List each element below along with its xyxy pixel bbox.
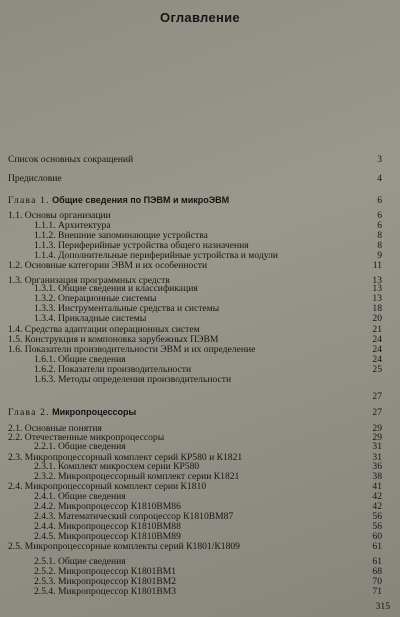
toc-entry-page: 29 [372, 432, 382, 443]
toc-entry-page: 56 [372, 521, 382, 532]
toc-entry-label: 2.4. Микропроцессорный комплект серии К1810 [8, 481, 207, 492]
toc-entry-page: 71 [372, 586, 382, 597]
toc-entry-label: 1.6. Показатели производительности ЭВМ и их определение [8, 344, 256, 355]
toc-entry-page: 6 [377, 195, 382, 206]
toc-entry-label: 2.2. Отечественные микропроцессоры [8, 432, 165, 443]
toc-entry-label: 1.3.3. Инструментальные средства и системы [34, 303, 220, 314]
toc-entry-page: 24 [372, 334, 382, 345]
toc-entry [0, 391, 392, 402]
page-title: Оглавление [160, 10, 240, 25]
toc-entry-label: 1.6.2. Показатели производительности [34, 364, 192, 375]
toc-entry-page: 24 [372, 354, 382, 365]
toc-entry-page: 27 [372, 391, 382, 402]
toc-entry-page: 31 [372, 452, 382, 463]
toc-entry-label: 1.6.3. Методы определения производительности [34, 374, 232, 385]
toc-entry-page: 21 [372, 324, 382, 335]
toc-entry-label: 2.1. Основные понятия [8, 423, 102, 434]
toc-entry-page: 31 [372, 441, 382, 452]
toc-entry-label: 1.6.1. Общие сведения [34, 354, 126, 365]
toc-entry-label: 1.1.1. Архитектура [34, 220, 111, 231]
chapter-entry [0, 407, 392, 418]
page-number: 315 [375, 601, 390, 612]
toc-entry-label [8, 407, 136, 418]
toc-entry-page: 29 [372, 423, 382, 434]
toc-entry-label: 2.2.1. Общие сведения [34, 441, 126, 452]
toc-entry-page: 13 [372, 275, 382, 286]
toc-entry-page: 27 [372, 407, 382, 418]
toc-entry-page: 6 [377, 210, 382, 221]
toc-entry-label: 2.4.4. Микропроцессор К1810ВМ88 [34, 521, 181, 532]
toc-entry-label: 2.5.2. Микропроцессор К1801ВМ1 [34, 566, 177, 577]
toc-entry-label: Предисловие [8, 173, 62, 184]
toc-entry-page: 18 [372, 303, 382, 314]
toc-entry-label: 2.5.3. Микропроцессор К1801ВМ2 [34, 576, 177, 587]
toc-entry-label: 1.3.2. Операционные системы [34, 293, 157, 304]
toc-entry-page: 20 [372, 313, 382, 324]
toc-entry-label: 1.1.3. Периферийные устройства общего назначения [34, 240, 249, 251]
chapter-title: Общие сведения по ПЭВМ и микроЭВМ [52, 195, 230, 205]
toc-entry-page: 36 [372, 461, 382, 472]
toc-entry-label: 2.3. Микропроцессорный комплект серий КР580 и К1821 [8, 452, 243, 463]
toc-entry-label: 2.5.1. Общие сведения [34, 556, 126, 567]
chapter-title: Микропроцессоры [52, 407, 137, 417]
toc-entry-label: 1.1.2. Внешние запоминающие устройства [34, 230, 208, 241]
toc-entry-label: 1.1.4. Дополнительные периферийные устройства и модули [34, 250, 279, 261]
toc-entry [0, 154, 392, 165]
toc-entry-label: 1.5. Конструкция и компоновка зарубежных ПЭВМ [8, 334, 219, 345]
toc-entry-page: 70 [372, 576, 382, 587]
toc-entry-page: 42 [372, 491, 382, 502]
toc-entry [0, 441, 392, 452]
toc-entry-label: 1.3.1. Общие сведения и классификация [34, 283, 198, 294]
toc-entry-label: 2.4.1. Общие сведения [34, 491, 126, 502]
toc-entry-page: 8 [377, 240, 382, 251]
toc-entry-page: 61 [372, 541, 382, 552]
toc-entry-label: 1.3.4. Прикладные системы [34, 313, 147, 324]
toc-entry-page: 11 [372, 260, 382, 271]
toc-entry-label: 1.4. Средства адаптации операционных систем [8, 324, 200, 335]
toc-entry-page: 9 [377, 250, 382, 261]
toc-entry-label: 2.4.5. Микропроцессор К1810ВМ89 [34, 531, 181, 542]
toc-entry-page: 13 [372, 293, 382, 304]
toc-entry [0, 260, 392, 271]
toc-entry [0, 541, 392, 552]
toc-entry-label: 2.3.1. Комплект микросхем серии КР580 [34, 461, 200, 472]
toc-entry [0, 173, 392, 184]
chapter-entry [0, 195, 392, 206]
chapter-prefix: Глава 2. [8, 407, 50, 418]
toc-entry-page: 56 [372, 511, 382, 522]
toc-entry-label: 2.4.2. Микропроцессор К1810ВМ86 [34, 501, 181, 512]
toc-entry-page: 61 [372, 556, 382, 567]
toc-entry-page: 24 [372, 344, 382, 355]
toc-entry [0, 313, 392, 324]
toc-entry-label: 1.1. Основы организации [8, 210, 111, 221]
toc-entry-page: 6 [377, 220, 382, 231]
toc-entry [0, 374, 392, 385]
toc-entry-page: 25 [372, 364, 382, 375]
toc-entry-label: 2.5. Микропроцессорные комплекты серий К1801/К1809 [8, 541, 240, 552]
toc-entry-label: 2.3.2. Микропроцессорный комплект серии К1821 [34, 471, 240, 482]
toc-entry-page: 8 [377, 230, 382, 241]
toc-entry [0, 586, 392, 597]
toc-entry-page: 68 [372, 566, 382, 577]
toc-entry-page: 38 [372, 471, 382, 482]
toc-entry-label: 1.3. Организация программных средств [8, 275, 170, 286]
toc-entry-page: 41 [372, 481, 382, 492]
toc-entry-label [8, 195, 229, 206]
toc-entry-label: Список основных сокращений [8, 154, 134, 165]
toc-entry-page: 42 [372, 501, 382, 512]
toc-entry-page: 4 [377, 173, 382, 184]
chapter-prefix: Глава 1. [8, 195, 50, 206]
toc-entry-page: 13 [372, 283, 382, 294]
toc-entry-label: 1.2. Основные категории ЭВМ и их особенности [8, 260, 208, 271]
toc-entry-label: 2.5.4. Микропроцессор К1801ВМ3 [34, 586, 177, 597]
toc-entry-page: 3 [377, 154, 382, 165]
toc-entry-page: 60 [372, 531, 382, 542]
toc-entry-label: 2.4.3. Математический сопроцессор К1810ВМ87 [34, 511, 234, 522]
